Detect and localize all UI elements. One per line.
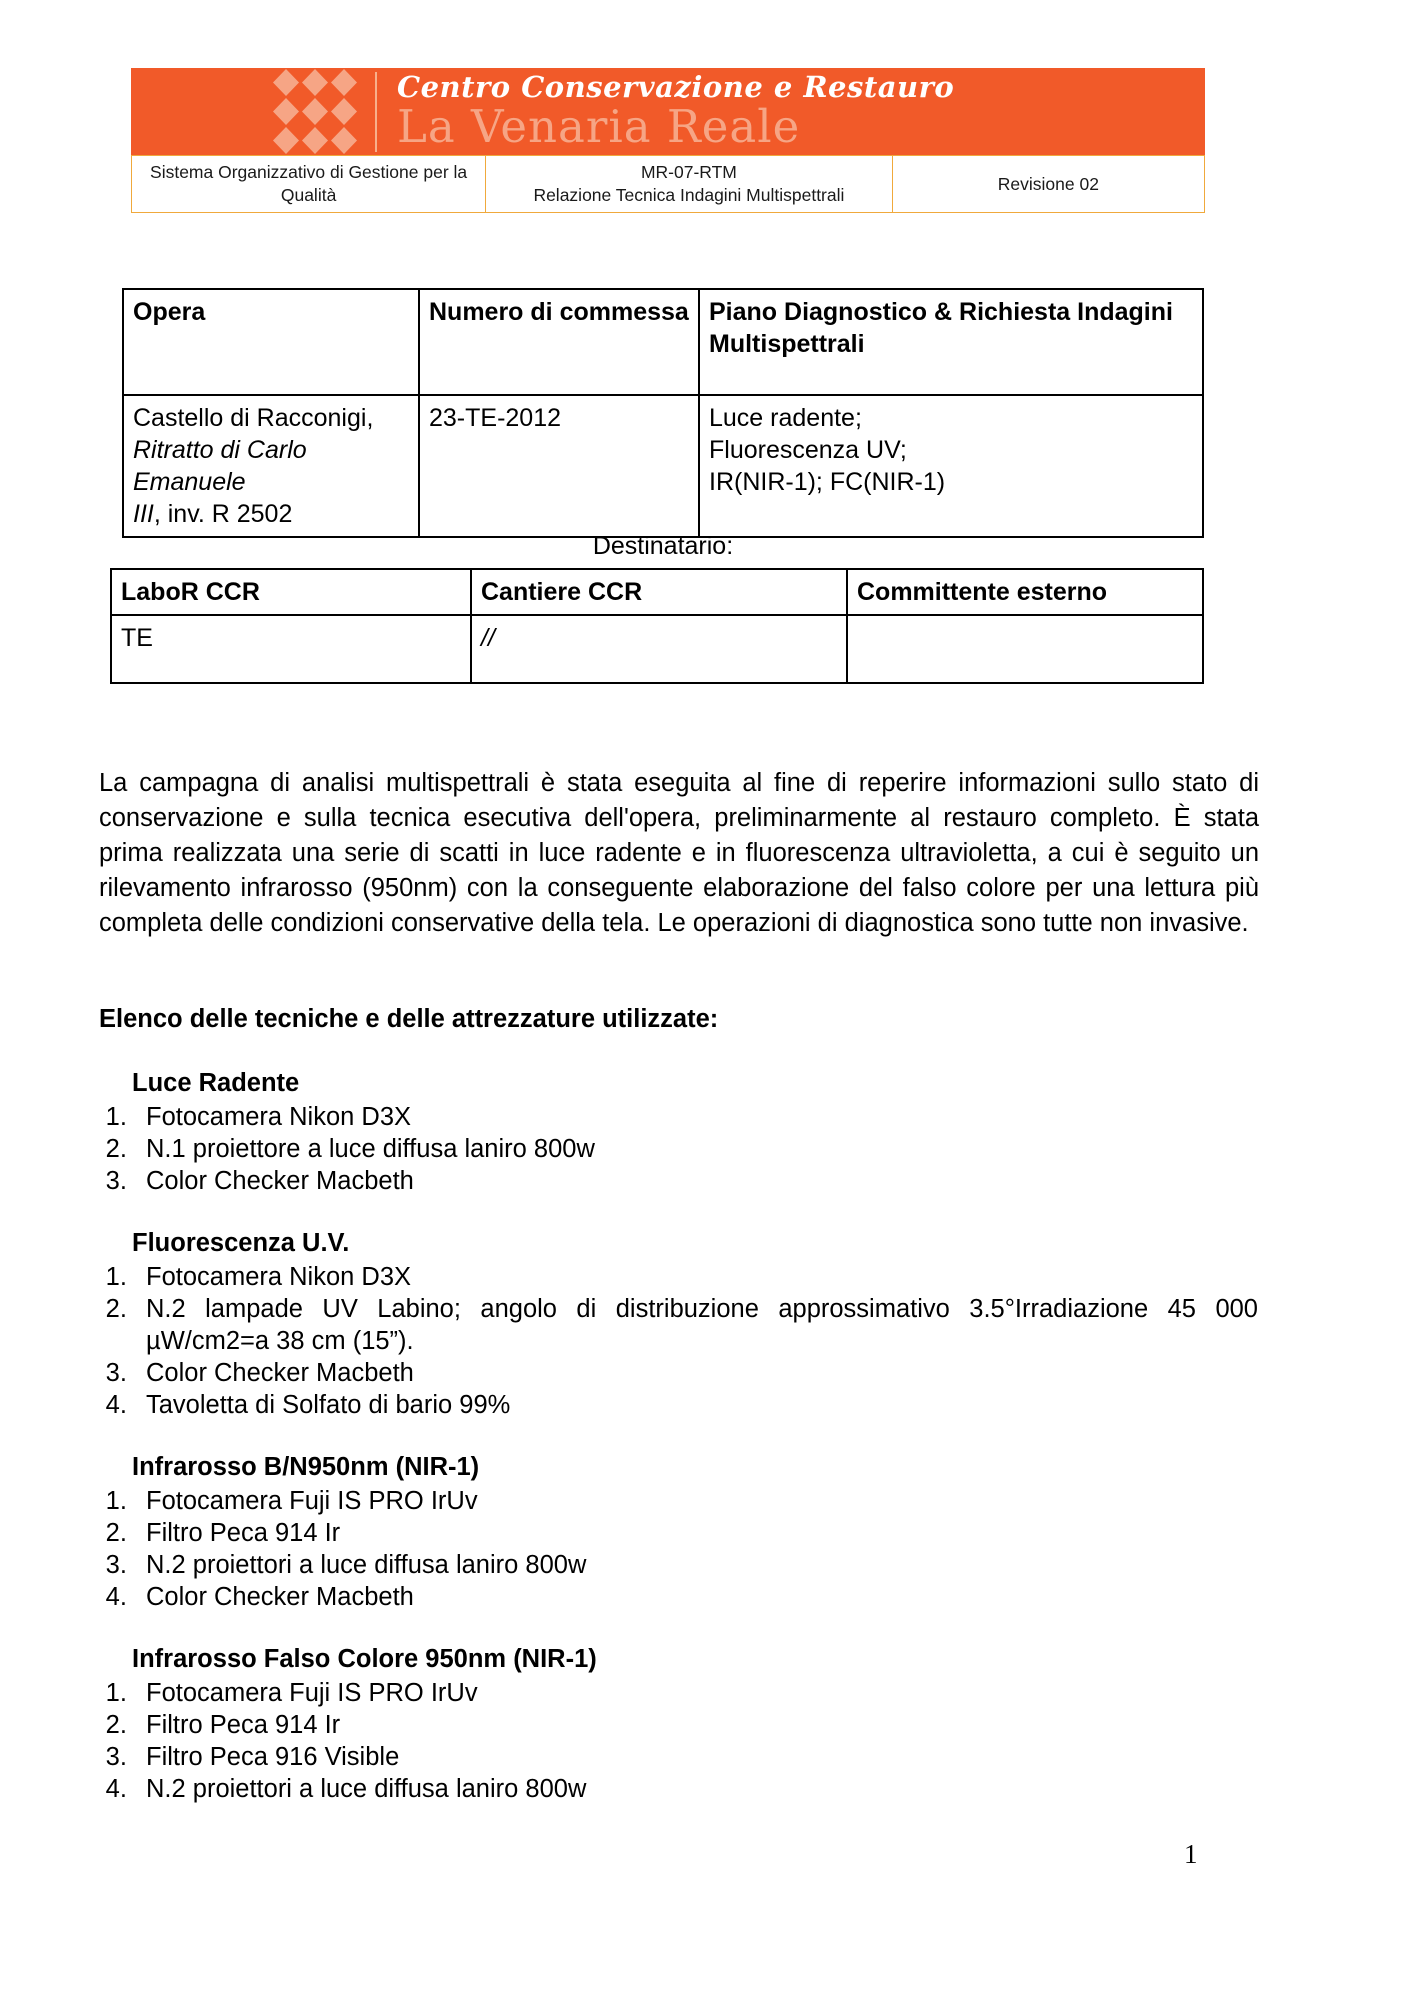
opera-value-line3 xyxy=(133,498,409,530)
opera-value-inv-rest: , inv. R 2502 xyxy=(153,500,293,528)
opera-cell-piano xyxy=(699,395,1203,537)
opera-cell-commessa: 23-TE-2012 xyxy=(419,395,699,537)
opera-header-opera: Opera xyxy=(123,289,419,395)
opera-value-line2: Ritratto di Carlo Emanuele xyxy=(133,436,307,496)
technique-list xyxy=(88,1485,1258,1613)
technique-block-luce-radente xyxy=(88,1067,1258,1197)
technique-block-infrarosso-bn xyxy=(88,1451,1258,1613)
list-item: 4. Tavoletta di Solfato di bario 99% xyxy=(134,1389,1258,1421)
page-number: 1 xyxy=(1184,1839,1198,1869)
list-item: 3. Filtro Peca 916 Visible xyxy=(134,1741,1258,1773)
destinatario-table xyxy=(110,568,1204,684)
opera-header-piano: Piano Diagnostico & Richiesta Indagini Multispettrali xyxy=(699,289,1203,395)
dest-cell-committente xyxy=(847,615,1203,683)
dest-header-committente: Committente esterno xyxy=(847,569,1203,615)
opera-value-line1: Castello di Racconigi, xyxy=(133,404,374,432)
intro-paragraph: La campagna di analisi multispettrali è stata eseguita al fine di reperire informazioni sullo stato di conservazione e sulla tecnica esecutiva dell'opera, preliminarmente al restauro completo. È stata prima realizzata una serie di scatti in luce radente e in fluorescenza ultravioletta, a cui è seguito un rilevamento infrarosso (950nm) con la conseguente elaborazione del falso colore per una lettura più completa delle condizioni conservative della tela. Le operazioni di diagnostica sono tutte non invasive. xyxy=(99,769,1259,937)
technique-block-infrarosso-falso-colore xyxy=(88,1643,1258,1805)
table-header-row xyxy=(123,289,1203,395)
doc-info-code-cell xyxy=(486,156,893,213)
table-row xyxy=(111,615,1203,683)
opera-header-commessa: Numero di commessa xyxy=(419,289,699,395)
list-item: 2. N.1 proiettore a luce diffusa laniro 800w xyxy=(134,1133,1258,1165)
logo-subtitle: La Venaria Reale xyxy=(397,100,801,153)
doc-info-system-cell: Sistema Organizzativo di Gestione per la Qualità xyxy=(132,156,486,213)
table-row xyxy=(123,395,1203,537)
opera-value-inv-numeral: III xyxy=(133,500,154,528)
opera-table-container xyxy=(122,288,1204,538)
logo-title: Centro Conservazione e Restauro xyxy=(397,70,955,104)
list-item: 2. N.2 lampade UV Labino; angolo di distribuzione approssimativo 3.5°Irradiazione 45 000 µW/cm2=a 38 cm (15”). xyxy=(134,1293,1258,1357)
piano-line-3: IR(NIR-1); FC(NIR-1) xyxy=(709,468,946,496)
technique-heading: Infrarosso Falso Colore 950nm (NIR-1) xyxy=(132,1645,597,1673)
piano-line-2: Fluorescenza UV; xyxy=(709,436,907,464)
logo-divider xyxy=(375,72,377,152)
list-item: 2. Filtro Peca 914 Ir xyxy=(134,1709,1258,1741)
technique-heading: Fluorescenza U.V. xyxy=(132,1229,350,1257)
technique-heading: Infrarosso B/N950nm (NIR-1) xyxy=(132,1453,480,1481)
logo-text xyxy=(397,68,1205,155)
technique-list xyxy=(88,1261,1258,1421)
destinatario-table-container xyxy=(110,568,1204,684)
technique-list xyxy=(88,1677,1258,1805)
dest-cell-labor: TE xyxy=(111,615,471,683)
list-item: 1. Fotocamera Nikon D3X xyxy=(134,1261,1258,1293)
list-item: 1. Fotocamera Nikon D3X xyxy=(134,1101,1258,1133)
list-item: 3. Color Checker Macbeth xyxy=(134,1357,1258,1389)
technique-list xyxy=(88,1101,1258,1197)
techniques-container xyxy=(88,1067,1258,1835)
dest-cell-cantiere: // xyxy=(471,615,847,683)
technique-block-fluorescenza-uv xyxy=(88,1227,1258,1421)
document-header xyxy=(131,68,1205,213)
list-item: 1. Fotocamera Fuji IS PRO IrUv xyxy=(134,1485,1258,1517)
opera-table xyxy=(122,288,1204,538)
piano-line-1: Luce radente; xyxy=(709,404,862,432)
destinatario-label: Destinatario: xyxy=(592,532,734,560)
dest-header-cantiere: Cantiere CCR xyxy=(471,569,847,615)
technique-heading: Luce Radente xyxy=(132,1069,300,1097)
doc-info-revision-cell: Revisione 02 xyxy=(892,156,1204,213)
doc-info-code-subtitle: Relazione Tecnica Indagini Multispettrali xyxy=(533,185,845,205)
diamond-pattern-icon xyxy=(272,68,358,155)
logo-banner xyxy=(131,68,1205,155)
document-info-table xyxy=(131,155,1205,213)
list-item: 3. Color Checker Macbeth xyxy=(134,1165,1258,1197)
table-row xyxy=(132,156,1205,213)
table-header-row xyxy=(111,569,1203,615)
list-item: 4. Color Checker Macbeth xyxy=(134,1581,1258,1613)
doc-info-code: MR-07-RTM xyxy=(640,162,737,182)
opera-cell-opera xyxy=(123,395,419,537)
list-item: 4. N.2 proiettori a luce diffusa laniro 800w xyxy=(134,1773,1258,1805)
list-item: 3. N.2 proiettori a luce diffusa laniro 800w xyxy=(134,1549,1258,1581)
list-item: 2. Filtro Peca 914 Ir xyxy=(134,1517,1258,1549)
dest-header-labor: LaboR CCR xyxy=(111,569,471,615)
list-item: 1. Fotocamera Fuji IS PRO IrUv xyxy=(134,1677,1258,1709)
section-title-elenco: Elenco delle tecniche e delle attrezzature utilizzate: xyxy=(99,1005,719,1033)
